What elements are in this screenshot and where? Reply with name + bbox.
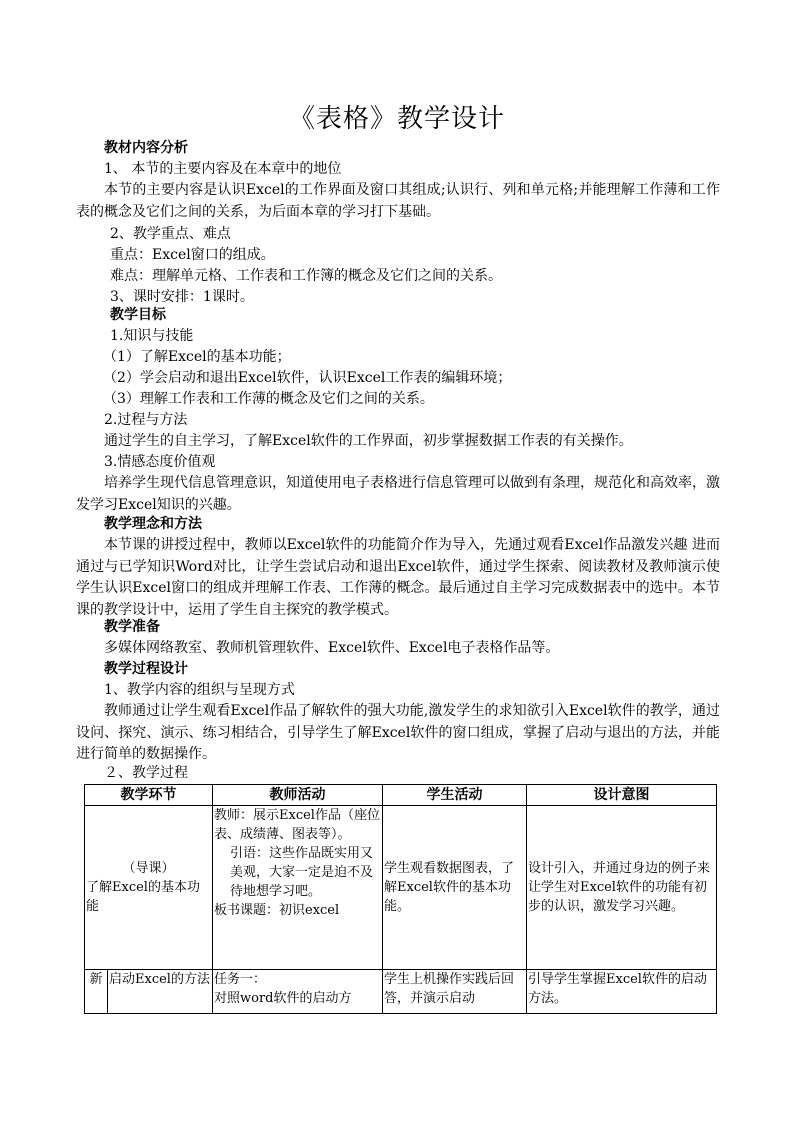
goals-g1: （1）了解Excel的基本功能； — [103, 349, 291, 365]
row2-teacher-line1: 任务一： — [214, 972, 267, 987]
row2-intent-cell: 引导学生掌握Excel软件的启动方法。 — [527, 970, 717, 1014]
table-row — [85, 970, 717, 1014]
header-teacher: 教师活动 — [213, 785, 383, 806]
heading-prep: 教学准备 — [104, 619, 160, 635]
goals-sub3: 3.情感态度价值观 — [104, 454, 216, 470]
row1-teacher-line3: 板书课题：初识excel — [214, 903, 340, 918]
heading-process: 教学过程设计 — [104, 661, 188, 677]
goals-sub2-text: 通过学生的自主学习，了解Excel软件的工作界面，初步掌握数据工作表的有关操作。 — [104, 433, 633, 449]
prep-text: 多媒体网络教室、教师机管理软件、Excel软件、Excel电子表格作品等。 — [104, 640, 560, 656]
goals-sub3-text: 培养学生现代信息管理意识，知道使用电子表格进行信息管理可以做到有条理，规范化和高效率，激发学习Excel知识的兴趣。 — [76, 475, 720, 513]
table-header-row — [85, 785, 717, 806]
header-intent: 设计意图 — [527, 785, 717, 806]
row1-teacher-line2: 引语：这些作品既实用又美观，大家一定是迫不及待地想学习吧。 — [230, 846, 374, 899]
process-sub1: 1、教学内容的组织与呈现方式 — [104, 682, 295, 698]
process-sub2: ２、教学过程 — [104, 765, 188, 781]
row2-student-cell: 学生上机操作实践后回答，并演示启动 — [383, 970, 527, 1014]
heading-analysis: 教材内容分析 — [104, 140, 188, 156]
table-row — [85, 806, 717, 970]
document-title: 《表格》教学设计 — [288, 104, 505, 134]
analysis-key-point: 重点：Excel窗口的组成。 — [110, 247, 275, 263]
row2-mark-cell: 新 — [85, 970, 108, 1014]
row2-teacher-cell — [213, 970, 383, 1014]
row2-stage-cell: 启动Excel的方法 — [108, 970, 213, 1014]
analysis-item1-text: 本节的主要内容是认识Excel的工作界面及窗口其组成;认识行、列和单元格;并能理解工作薄和工作表的概念及它们之间的关系，为后面本章的学习打下基础。 — [76, 182, 720, 220]
row1-stage-line1: （导课） — [122, 861, 175, 876]
row1-teacher-line1: 教师：展示Excel作品（座位表、成绩薄、图表等）。 — [214, 808, 380, 842]
concept-text: 本节课的讲授过程中，教师以Excel软件的功能简介作为导入，先通过观看Excel作品激发兴趣 进而通过与已学知识Word对比，让学生尝试启动和退出Excel软件，通过学生探索、阅读教材及教师演示使学生认识Excel窗口的组成并理解工作表、工作薄的概念。最后通过自主学习完成数据表中的选中。本节课的教学设计中，运用了学生自主探究的教学模式。 — [76, 537, 720, 618]
goals-sub2: 2.过程与方法 — [104, 412, 188, 428]
teaching-process-table — [84, 784, 717, 1014]
row1-intent-cell: 设计引入，并通过身边的例子来让学生对Excel软件的功能有初步的认识，激发学习兴趣。 — [527, 806, 717, 970]
header-student: 学生活动 — [383, 785, 527, 806]
analysis-item2: 2、教学重点、难点 — [110, 226, 231, 242]
header-stage: 教学环节 — [85, 785, 213, 806]
row1-stage-line2: 了解Excel的基本功能 — [86, 880, 200, 914]
analysis-item3: 3、课时安排：1课时。 — [110, 289, 254, 305]
goals-g3: （3）理解工作表和工作薄的概念及它们之间的关系。 — [103, 391, 434, 407]
goals-g2: （2）学会启动和退出Excel软件，认识Excel工作表的编辑环境； — [103, 370, 512, 386]
row1-stage-cell — [85, 806, 213, 970]
analysis-item1: 1、 本节的主要内容及在本章中的地位 — [104, 161, 342, 177]
analysis-difficulty: 难点：理解单元格、工作表和工作簿的概念及它们之间的关系。 — [110, 268, 502, 284]
heading-goals: 教学目标 — [110, 307, 166, 323]
row1-teacher-cell — [213, 806, 383, 970]
row2-teacher-line2: 对照word软件的启动方 — [214, 991, 352, 1006]
goals-sub1: 1.知识与技能 — [110, 328, 194, 344]
process-sub1-text: 教师通过让学生观看Excel作品了解软件的强大功能,激发学生的求知欲引入Excel软件的教学，通过设问、探究、演示、练习相结合，引导学生了解Excel软件的窗口组成，掌握了启动与退出的方法，并能进行简单的数据操作。 — [76, 703, 720, 762]
heading-concept: 教学理念和方法 — [104, 516, 202, 532]
row1-student-cell: 学生观看数据图表，了解Excel软件的基本功能。 — [383, 806, 527, 970]
